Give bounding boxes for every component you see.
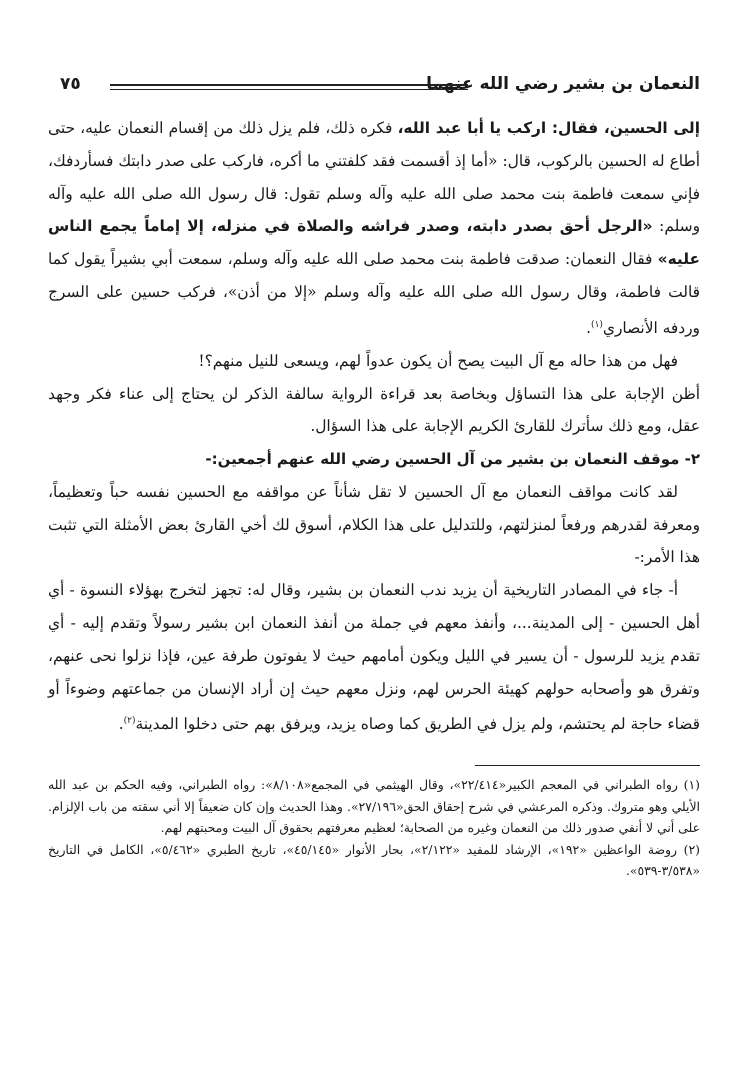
header-rule <box>110 84 468 86</box>
footnote-ref: (١) <box>591 319 603 330</box>
main-text <box>48 112 700 741</box>
footnote-separator <box>475 765 700 766</box>
paragraph: لقد كانت مواقف النعمان مع آل الحسين لا تقل شأناً عن مواقفه مع الحسين نفسه حباً وتعظيماً، ومعرفة لقدرهم ورفعاً لمنزلتهم، وللتدليل على هذا الكلام، أسوق لك أخي القارئ بعض الأمثلة التي تثبت هذا الأمر:- <box>48 482 700 567</box>
header-rule-thin <box>110 89 468 90</box>
text-run: . <box>118 715 124 734</box>
paragraph <box>48 112 700 345</box>
footnote: (١) رواه الطبراني في المعجم الكبير«٢٢/٤١٤»، وقال الهيثمي في المجمع«٨/١٠٨»: رواه الطبراني، وفيه الحكم بن عبد الله الأيلي وهو متروك. وذكره المرعشي في شرح إحقاق الحق«٢٧/١٩٦». وهذا الحديث وإن كان ضعيفاً إلا أني سقته من باب الإلزام. على أني لا أنفي صدور ذلك من النعمان وغيره من الصحابة؛ لعظيم معرفتهم بحقوق آل البيت ومحبتهم لهم. <box>48 777 700 836</box>
text-run: . <box>586 318 592 337</box>
footnotes <box>48 774 700 882</box>
paragraph: أظن الإجابة على هذا التساؤل وبخاصة بعد قراءة الرواية سالفة الذكر لن يحتاج إلى عناء فكر وجهد عقل، ومع ذلك سأترك للقارئ الكريم الإجابة على هذا السؤال. <box>48 384 700 436</box>
running-title: النعمان بن بشير رضي الله عنهما <box>426 74 700 94</box>
section-heading: ٢- موقف النعمان بن بشير من آل الحسين رضي الله عنهم أجمعين:- <box>205 450 700 469</box>
book-page <box>48 62 700 882</box>
running-header <box>48 62 700 104</box>
footnote: (٢) روضة الواعظين «١٩٢»، الإرشاد للمفيد «٢/١٢٢»، بحار الأنوار «٤٥/١٤٥»، تاريخ الطبري «٥/٤٦٢»، الكامل في التاريخ «٣/٥٣٨-٥٣٩». <box>48 841 701 879</box>
paragraph: فهل من هذا حاله مع آل البيت يصح أن يكون عدواً لهم، ويسعى للنيل منهم؟! <box>198 351 678 370</box>
text-run: أ- جاء في المصادر التاريخية أن يزيد ندب النعمان بن بشير، وقال له: تجهز لتخرج بهؤلاء النسوة - أي أهل الحسين - إلى المدينة...، وأنفذ معهم في جملة من أنفذ النعمان ابن بشير رسولاً وتقدم إليه - أي تقدم يزيد للرسول - أن يسير في الليل ويكون أمامهم حيث لا يفوتون طرفة عين، فإذا نزلوا نحى عنهم، وتفرق هو وأصحابه حولهم كهيئة الحرس لهم، ونزل معهم حيث إن أراد الإنسان من جماعتهم وضوءاً أو قضاء حاجة لم يحتشم، ولم يزل في الطريق كما وصاه يزيد، ويرفق بهم حتى دخلوا المدينة <box>48 581 700 734</box>
paragraph <box>48 574 700 741</box>
page-number: ٧٥ <box>60 74 81 94</box>
footnote-ref: (٢) <box>123 716 136 727</box>
bold-quote: إلى الحسين، فقال: اركب يا أبا عبد الله، <box>397 119 700 137</box>
bold-quote: «الرجل أحق بصدر دابته، وصدر فراشه والصلاة في منزله، إلا إماماً يجمع الناس عليه» <box>48 217 700 269</box>
text-run: فقال النعمان: صدقت فاطمة بنت محمد صلى الله عليه وآله وسلم، سمعت أبي بشيراً يقول كما قالت فاطمة، وقال رسول الله صلى الله عليه وآله وسلم «إلا من أذن»، فركب حسين على السرج وردفه الأنصاري <box>48 250 700 337</box>
text-run: فكره ذلك، فلم يزل ذلك من إقسام النعمان عليه، حتى أطاع له الحسين بالركوب، قال: «أما إذ أقسمت فقد كلفتني ما أكره، فاركب على صدر دابتك فسأردفك، فإني سمعت فاطمة بنت محمد صلى الله عليه وآله وسلم تقول: قال رسول الله صلى الله عليه وآله وسلم: <box>48 119 700 236</box>
